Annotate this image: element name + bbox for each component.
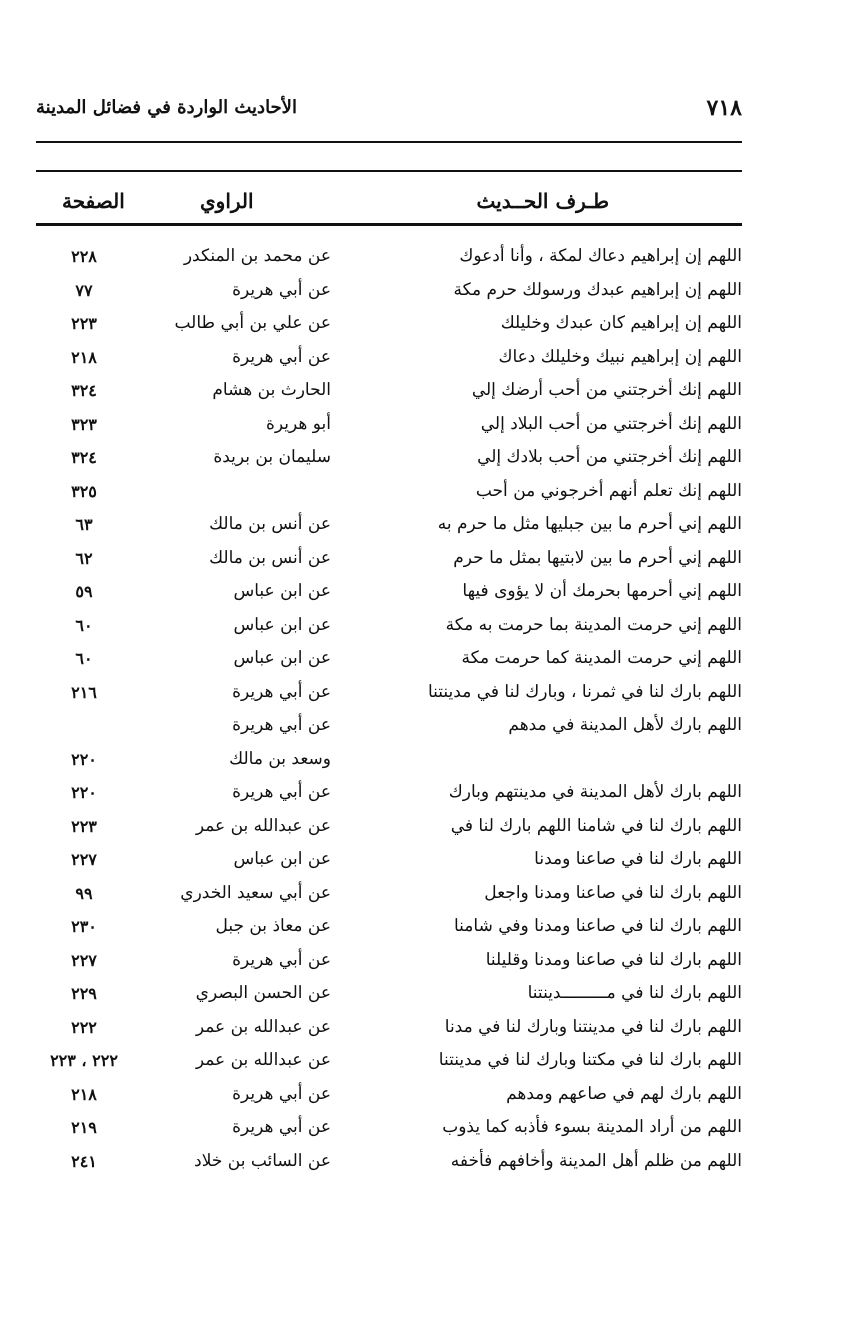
- hadith-text: اللهم إني أحرم ما بين لابتيها بمثل ما حرم: [453, 547, 742, 568]
- page-reference: ٣٢٤: [71, 381, 97, 400]
- page-reference: ٢٢٧: [71, 950, 97, 970]
- narrator-name: عن أبي هريرة: [232, 279, 331, 300]
- narrator-name: وسعد بن مالك: [229, 748, 331, 769]
- table-row: [36, 810, 742, 844]
- table-row: [36, 441, 742, 475]
- table-row: [36, 307, 742, 341]
- page-reference: ٢١٨: [71, 347, 97, 367]
- column-header-page: الصفحة: [62, 189, 125, 213]
- hadith-text: اللهم إنك أخرجتني من أحب بلادك إلي: [477, 447, 742, 467]
- narrator-name: عن أنس بن مالك: [209, 547, 331, 568]
- page-reference: ٢١٨: [71, 1084, 97, 1104]
- hadith-text: اللهم إنك أخرجتني من أحب أرضك إلي: [471, 380, 742, 400]
- table-row: [36, 944, 742, 978]
- running-header: [36, 93, 742, 123]
- page-reference: ٢٢٧: [71, 850, 97, 869]
- page-reference: ٢٢٩: [71, 984, 97, 1003]
- hadith-text: اللهم إني حرمت المدينة بما حرمت به مكة: [445, 614, 742, 635]
- hadith-text: اللهم بارك لنا في صاعنا ومدنا: [534, 849, 742, 869]
- narrator-name: عن أبي هريرة: [232, 1083, 331, 1104]
- book-title: الأحاديث الواردة في فضائل المدينة: [36, 97, 297, 118]
- narrator-name: عن أبي هريرة: [232, 1117, 331, 1137]
- hadith-text: اللهم بارك لنا في مكتنا وبارك لنا في مدينتنا: [438, 1050, 742, 1070]
- narrator-name: عن أبي هريرة: [232, 715, 331, 735]
- table-row: [36, 609, 742, 643]
- table-row: [36, 709, 742, 743]
- narrator-name: عن أبي هريرة: [232, 346, 331, 367]
- page-reference: ٢٢٢: [71, 1017, 97, 1037]
- page-reference: ٢٢٠: [71, 749, 97, 769]
- table-header-rule: [36, 223, 742, 226]
- hadith-text: اللهم إني حرمت المدينة كما حرمت مكة: [461, 648, 742, 668]
- hadith-text: اللهم بارك لأهل المدينة في مدينتهم وبارك: [448, 782, 742, 802]
- narrator-name: عن ابن عباس: [233, 581, 331, 601]
- page-reference: ٥٩: [75, 582, 93, 601]
- page-reference: ٦٠: [75, 615, 93, 635]
- table-row: [36, 274, 742, 308]
- hadith-text: اللهم بارك لنا في مدينتنا وبارك لنا في مدنا: [444, 1016, 742, 1037]
- page-reference: ٦٠: [75, 649, 93, 668]
- header-rule: [36, 141, 742, 143]
- table-row: [36, 642, 742, 676]
- narrator-name: عن أبي هريرة: [232, 949, 331, 970]
- hadith-text: اللهم من ظلم أهل المدينة وأخافهم فأخفه: [450, 1150, 742, 1171]
- page-reference: ٢٢٢ ، ٢٢٣: [50, 1051, 118, 1070]
- table-row: [36, 743, 742, 777]
- narrator-name: عن عبدالله بن عمر: [195, 1050, 331, 1070]
- table-row: [36, 910, 742, 944]
- page-number: ٧١٨: [706, 95, 742, 121]
- column-header-narrator: الراوي: [200, 189, 254, 213]
- table-row: [36, 877, 742, 911]
- table-row: [36, 575, 742, 609]
- narrator-name: عن عبدالله بن عمر: [195, 1016, 331, 1037]
- hadith-text: اللهم إني أحرم ما بين جبليها مثل ما حرم به: [437, 514, 742, 534]
- table-row: [36, 374, 742, 408]
- narrator-name: عن أبي هريرة: [232, 681, 331, 702]
- hadith-text: اللهم إنك أخرجتني من أحب البلاد إلي: [480, 413, 742, 434]
- narrator-name: أبو هريرة: [265, 413, 331, 434]
- narrator-name: عن عبدالله بن عمر: [195, 815, 331, 836]
- narrator-name: عن ابن عباس: [233, 849, 331, 869]
- table-row: [36, 341, 742, 375]
- page-reference: ٣٢٥: [71, 481, 97, 501]
- hadith-index-table: [36, 240, 742, 1178]
- page-reference: ٢٢٠: [71, 783, 97, 802]
- table-row: [36, 240, 742, 274]
- hadith-text: اللهم إن إبراهيم نبيك وخليلك دعاك: [498, 346, 742, 367]
- page-reference: ٢٢٣: [71, 314, 97, 333]
- table-row: [36, 676, 742, 710]
- table-row: [36, 1044, 742, 1078]
- hadith-text: اللهم إن إبراهيم كان عبدك وخليلك: [500, 313, 742, 333]
- page-reference: ٢٤١: [71, 1151, 97, 1171]
- narrator-name: عن السائب بن خلاد: [194, 1150, 331, 1171]
- table-row: [36, 475, 742, 509]
- page-reference: ٢١٦: [71, 682, 97, 702]
- page-reference: ٣٢٣: [71, 414, 97, 434]
- hadith-text: اللهم بارك لنا في مـــــــــدينتنا: [527, 983, 742, 1003]
- hadith-text: اللهم إن إبراهيم دعاك لمكة ، وأنا أدعوك: [459, 246, 742, 266]
- table-row: [36, 508, 742, 542]
- hadith-text: اللهم من أراد المدينة بسوء فأذبه كما يذوب: [442, 1117, 742, 1137]
- page-reference: ٦٢: [75, 548, 93, 568]
- page-reference: ٢٣٠: [71, 917, 97, 936]
- narrator-name: عن أنس بن مالك: [209, 514, 331, 534]
- page-reference: ٢١٩: [71, 1118, 97, 1137]
- hadith-text: اللهم بارك لنا في صاعنا ومدنا واجعل: [484, 882, 742, 903]
- hadith-text: اللهم إنك تعلم أنهم أخرجوني من أحب: [475, 480, 742, 501]
- narrator-name: عن ابن عباس: [233, 648, 331, 668]
- table-row: [36, 408, 742, 442]
- page-reference: ٩٩: [75, 883, 93, 903]
- table-row: [36, 1145, 742, 1179]
- narrator-name: عن علي بن أبي طالب: [174, 313, 331, 333]
- hadith-text: اللهم إني أحرمها بحرمك أن لا يؤوى فيها: [462, 581, 742, 601]
- table-row: [36, 776, 742, 810]
- table-row: [36, 1111, 742, 1145]
- page-reference: ٣٢٤: [71, 448, 97, 467]
- table-row: [36, 1011, 742, 1045]
- hadith-text: اللهم إن إبراهيم عبدك ورسولك حرم مكة: [453, 279, 742, 300]
- narrator-name: عن ابن عباس: [233, 614, 331, 635]
- narrator-name: عن أبي سعيد الخدري: [180, 882, 331, 903]
- column-header-hadith: طـرف الحــديث: [476, 189, 609, 213]
- page-reference: ٢٢٨: [71, 247, 97, 266]
- narrator-name: عن الحسن البصري: [195, 983, 331, 1003]
- table-row: [36, 977, 742, 1011]
- table-top-rule: [36, 170, 742, 172]
- page-reference: ٢٢٣: [71, 816, 97, 836]
- hadith-text: اللهم بارك لنا في شامنا اللهم بارك لنا في: [450, 815, 742, 836]
- hadith-text: اللهم بارك لنا في ثمرنا ، وبارك لنا في مدينتنا: [427, 681, 742, 702]
- page-reference: ٧٧: [75, 280, 93, 300]
- table-row: [36, 542, 742, 576]
- hadith-text: اللهم بارك لنا في صاعنا ومدنا وفي شامنا: [454, 916, 742, 936]
- hadith-text: اللهم بارك لنا في صاعنا ومدنا وقليلنا: [485, 949, 742, 970]
- hadith-text: اللهم بارك لأهل المدينة في مدهم: [508, 715, 742, 735]
- table-row: [36, 843, 742, 877]
- narrator-name: سليمان بن بريدة: [213, 447, 331, 467]
- narrator-name: عن معاذ بن جبل: [215, 916, 331, 936]
- page-reference: ٦٣: [75, 515, 93, 534]
- table-row: [36, 1078, 742, 1112]
- narrator-name: عن محمد بن المنكدر: [183, 246, 331, 266]
- narrator-name: الحارث بن هشام: [212, 380, 331, 400]
- hadith-text: اللهم بارك لهم في صاعهم ومدهم: [506, 1083, 742, 1104]
- narrator-name: عن أبي هريرة: [232, 782, 331, 802]
